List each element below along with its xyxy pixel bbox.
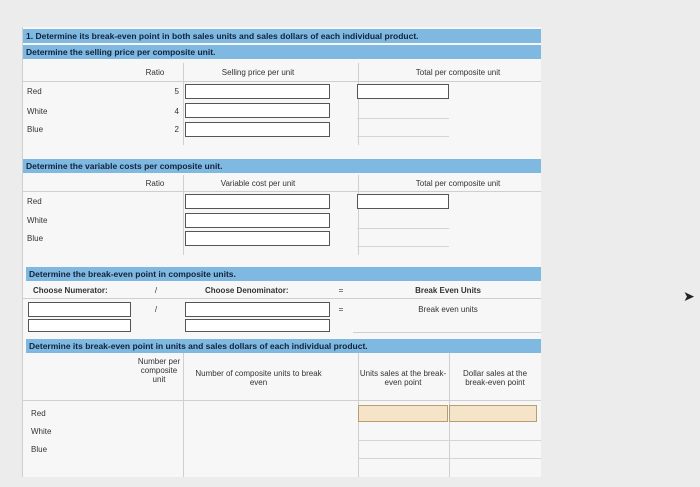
s1-row-red-ratio: 5 <box>174 87 179 96</box>
s2-blue-total-cell <box>357 229 449 247</box>
s1-white-total-cell <box>357 101 449 119</box>
s4-composite-header: Number of composite units to break even <box>195 369 322 387</box>
s4-units-header: Units sales at the break-even point <box>359 369 447 387</box>
divide-sign: / <box>154 305 158 314</box>
section1-subtitle: Determine the selling price per composite unit. <box>23 45 541 59</box>
s4-number-header: Number per composite unit <box>137 357 181 384</box>
choose-denominator-label: Choose Denominator: <box>205 286 289 295</box>
s2-row-blue-label: Blue <box>27 234 44 243</box>
s1-price-header: Selling price per unit <box>221 68 295 77</box>
s1-red-total-input[interactable] <box>357 84 449 99</box>
s4-row-red-label: Red <box>31 409 46 418</box>
s1-row-blue-label: Blue <box>27 125 44 134</box>
s1-white-price-input[interactable] <box>185 103 330 118</box>
s4-dollars-header: Dollar sales at the break-even point <box>462 369 528 387</box>
s2-red-cost-input[interactable] <box>185 194 330 209</box>
s1-row-white-label: White <box>27 107 48 116</box>
s2-ratio-header: Ratio <box>145 179 165 188</box>
s1-ratio-header: Ratio <box>145 68 165 77</box>
numerator-value-input[interactable] <box>28 319 131 332</box>
s1-total-header: Total per composite unit <box>415 68 501 77</box>
divide-sign-header: / <box>154 286 158 295</box>
s1-row-red-label: Red <box>27 87 42 96</box>
choose-numerator-label: Choose Numerator: <box>33 286 108 295</box>
s2-cost-header: Variable cost per unit <box>220 179 296 188</box>
s1-blue-price-input[interactable] <box>185 122 330 137</box>
denominator-value-input[interactable] <box>185 319 330 332</box>
s2-row-white-label: White <box>27 216 48 225</box>
break-even-units-header: Break Even Units <box>415 286 481 295</box>
s1-row-blue-ratio: 2 <box>174 125 179 134</box>
section2-title: Determine the variable costs per composite unit. <box>23 159 541 173</box>
s2-row-red-label: Red <box>27 197 42 206</box>
s4-row-white-label: White <box>31 427 52 436</box>
s2-blue-cost-input[interactable] <box>185 231 330 246</box>
s2-total-header: Total per composite unit <box>415 179 501 188</box>
s1-red-price-input[interactable] <box>185 84 330 99</box>
section1-title: 1. Determine its break-even point in both sales units and sales dollars of each individual product. <box>23 29 541 43</box>
s2-red-total-input[interactable] <box>357 194 449 209</box>
equals-sign-header: = <box>338 286 344 295</box>
section4-title: Determine its break-even point in units and sales dollars of each individual product. <box>26 339 541 353</box>
s4-red-dollars-input[interactable] <box>449 405 537 422</box>
s4-red-units-input[interactable] <box>358 405 448 422</box>
s4-row-blue-label: Blue <box>31 445 48 454</box>
s4-white-result-cells <box>358 423 541 441</box>
worksheet <box>22 27 541 477</box>
s1-blue-total-cell <box>357 119 449 137</box>
s1-row-white-ratio: 4 <box>174 107 179 116</box>
mouse-pointer-icon: ➤ <box>683 288 695 304</box>
numerator-select[interactable] <box>28 302 131 317</box>
s2-white-cost-input[interactable] <box>185 213 330 228</box>
break-even-units-label: Break even units <box>418 305 478 314</box>
denominator-select[interactable] <box>185 302 330 317</box>
equals-sign: = <box>338 305 344 314</box>
s4-blue-result-cells <box>358 441 541 459</box>
s2-white-total-cell <box>357 211 449 229</box>
section3-title: Determine the break-even point in composite units. <box>26 267 541 281</box>
